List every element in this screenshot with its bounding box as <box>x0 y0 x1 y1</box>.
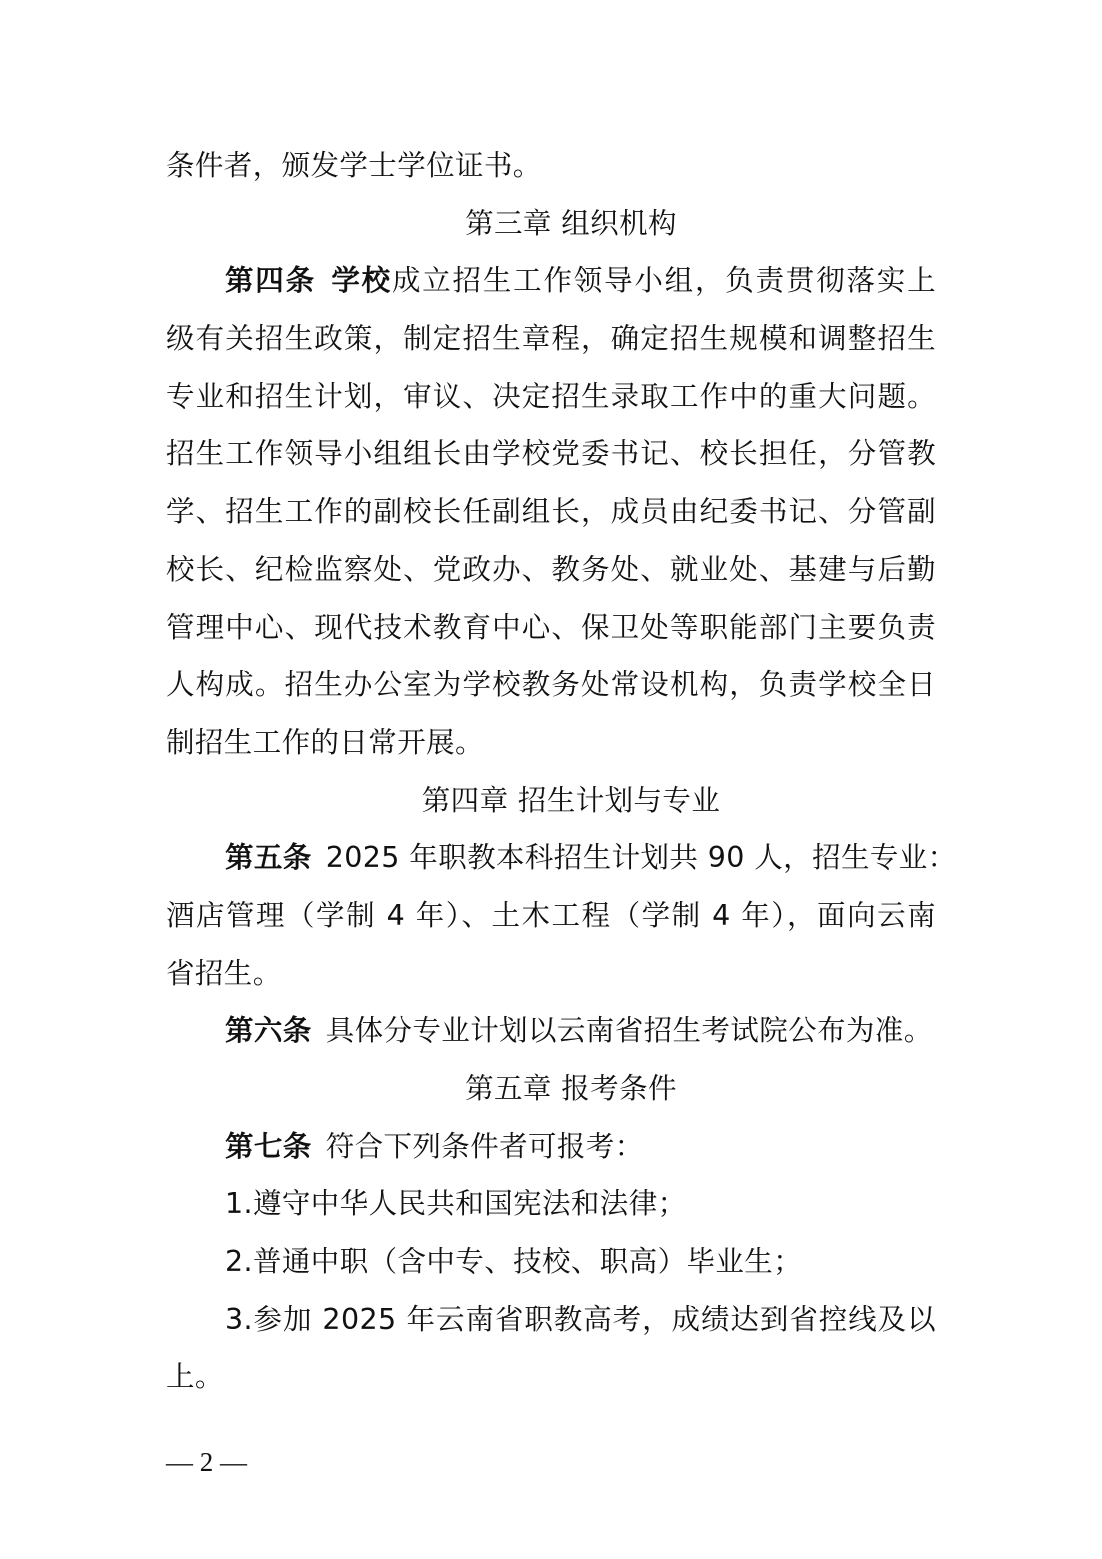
article-6-text: 具体分专业计划以云南省招生考试院公布为准。 <box>325 1014 933 1048</box>
article-4-line-6: 校长、纪检监察处、党政办、教务处、就业处、基建与后勤 <box>166 552 936 586</box>
article-5-line-2: 酒店管理（学制 4 年）、土木工程（学制 4 年），面向云南 <box>166 898 936 932</box>
article-4-subject: 学校 <box>329 264 392 298</box>
article-4-label: 第四条 <box>225 264 316 298</box>
page-number: — 2 — <box>166 1447 247 1477</box>
article-4-line-2: 级有关招生政策，制定招生章程，确定招生规模和调整招生 <box>166 322 936 356</box>
article-6-label: 第六条 <box>225 1014 312 1048</box>
article-7-label: 第七条 <box>225 1129 312 1163</box>
chapter-5-heading: 第五章 报考条件 <box>465 1072 677 1105</box>
article-7-item-1: 1.遵守中华人民共和国宪法和法律； <box>225 1187 687 1221</box>
article-6 <box>166 1002 936 1060</box>
article-4-line-8: 人构成。招生办公室为学校教务处常设机构，负责学校全日 <box>166 668 936 702</box>
article-4-text: 成立招生工作领导小组，负责贯彻落实上 <box>391 264 936 298</box>
article-5-label: 第五条 <box>225 841 312 875</box>
chapter-4-heading: 第四章 招生计划与专业 <box>421 783 721 817</box>
article-7-item-3-continuation: 上。 <box>166 1360 224 1394</box>
article-7-item-2: 2.普通中职（含中专、技校、职高）毕业生； <box>225 1245 803 1279</box>
article-4-line-1 <box>166 252 936 310</box>
article-4-line-9: 制招生工作的日常开展。 <box>166 725 484 759</box>
document-page <box>166 137 957 1406</box>
article-5-line-1 <box>166 829 957 887</box>
paragraph-continuation <box>166 137 936 195</box>
article-5-text: 2025 年职教本科招生计划共 90 人，招生专业： <box>325 841 957 875</box>
article-4-line-3: 专业和招生计划，审议、决定招生录取工作中的重大问题。 <box>166 379 936 413</box>
article-7 <box>166 1118 936 1176</box>
article-7-item-3: 3.参加 2025 年云南省职教高考，成绩达到省控线及以 <box>225 1302 936 1336</box>
article-4-line-7: 管理中心、现代技术教育中心、保卫处等职能部门主要负责 <box>166 610 936 644</box>
article-7-text: 符合下列条件者可报考： <box>325 1129 644 1163</box>
continuation-text: 条件者，颁发学士学位证书。 <box>166 149 542 182</box>
article-4-line-4: 招生工作领导小组组长由学校党委书记、校长担任，分管教 <box>166 437 936 471</box>
chapter-3-heading: 第三章 组织机构 <box>465 206 677 240</box>
article-5-line-3: 省招生。 <box>166 956 282 990</box>
article-4-line-5: 学、招生工作的副校长任副组长，成员由纪委书记、分管副 <box>166 495 936 529</box>
